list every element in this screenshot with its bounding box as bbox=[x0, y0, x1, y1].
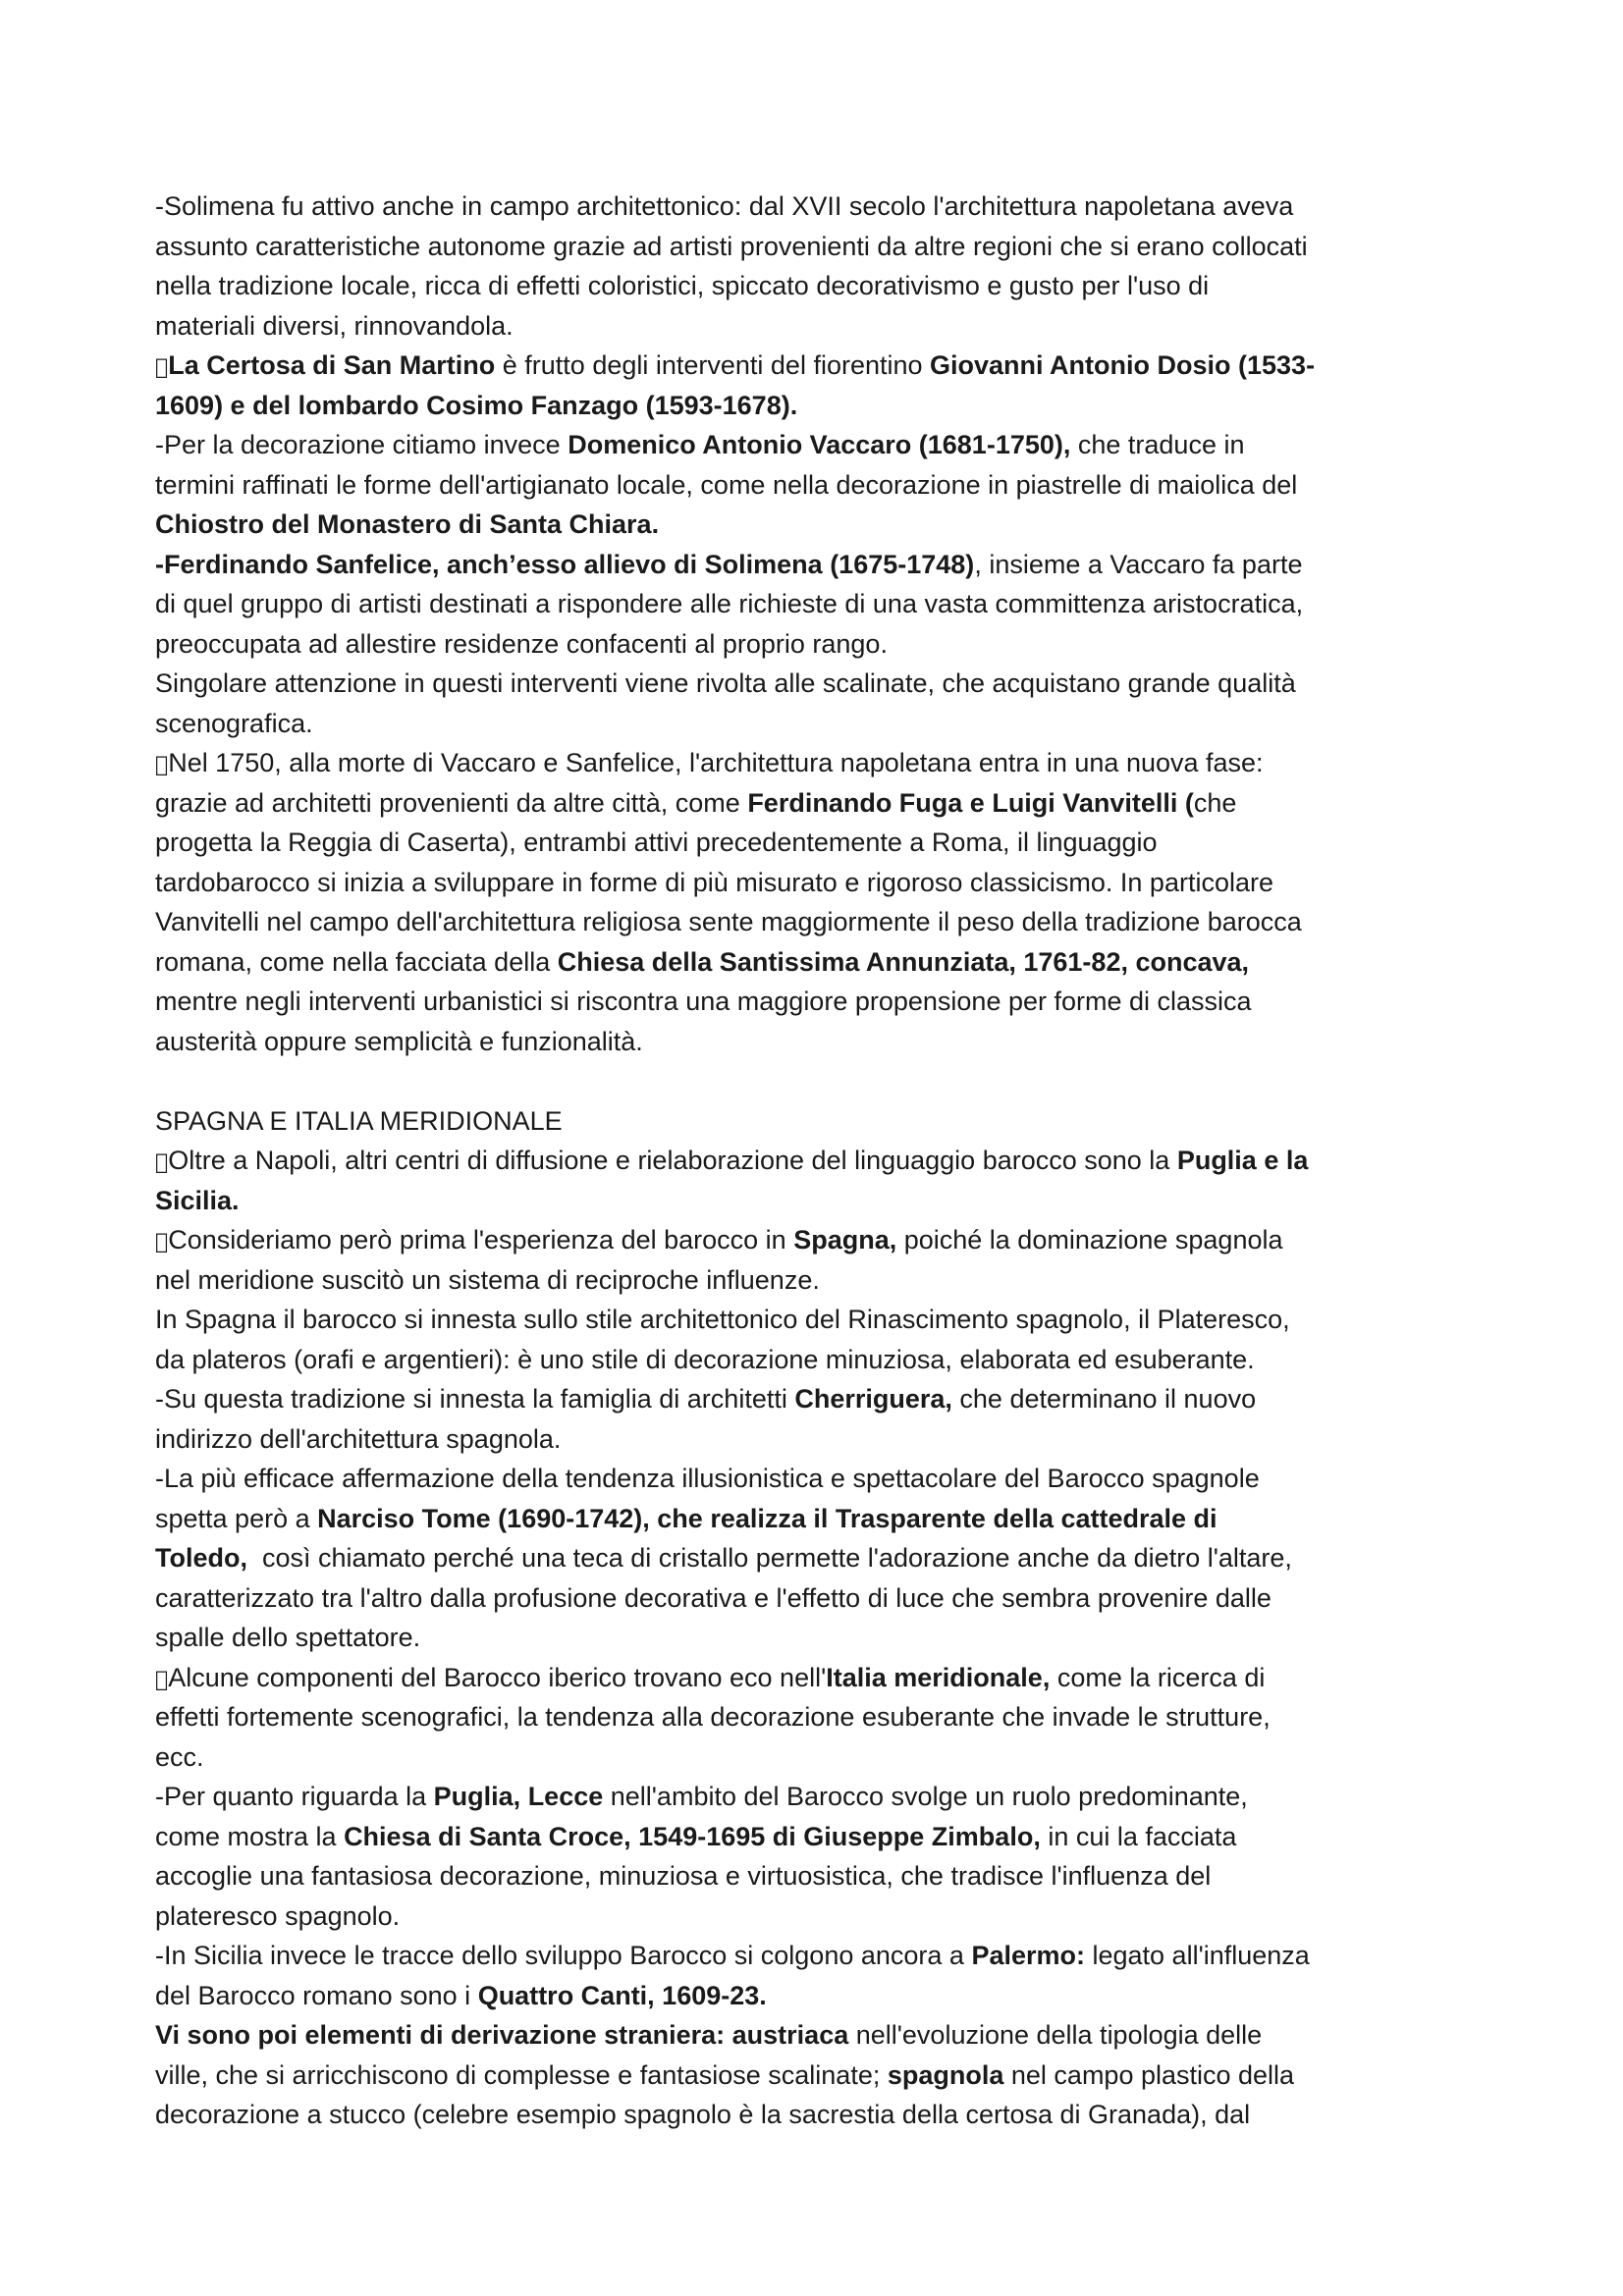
bold-text-segment: Narciso Tome (1690-1742), che realizza il Trasparente della cattedrale di bbox=[317, 1503, 1217, 1533]
text-line bbox=[155, 823, 1476, 863]
text-segment: romana, come nella facciata della bbox=[155, 946, 558, 977]
text-segment: che determinano il nuovo bbox=[951, 1384, 1257, 1414]
text-line bbox=[155, 1260, 1476, 1301]
text-line bbox=[155, 1419, 1476, 1460]
blank-line bbox=[155, 1061, 1476, 1101]
text-segment: nella tradizione locale, ricca di effetti coloristici, spiccato decorativismo e gusto per l'uso di bbox=[155, 271, 1210, 300]
text-segment: assunto caratteristiche autonome grazie ad artisti provenienti da altre regioni che si erano collocati bbox=[155, 231, 1308, 261]
text-line bbox=[155, 1101, 1476, 1142]
bullet-glyph bbox=[155, 1150, 162, 1175]
bold-text-segment: Domenico Antonio Vaccaro (1681-1750), bbox=[568, 430, 1071, 459]
bold-text-segment: Vi sono poi elementi di derivazione straniera: austriaca bbox=[155, 2020, 849, 2050]
text-segment: spetta però a bbox=[155, 1503, 318, 1533]
text-segment: Vanvitelli nel campo dell'architettura religiosa sente maggiormente il peso della tradizione barocca bbox=[155, 907, 1302, 936]
text-line bbox=[155, 187, 1476, 227]
bold-text-segment: spagnola bbox=[887, 2059, 1004, 2090]
text-segment: decorazione a stucco (celebre esempio spagnolo è la sacrestia della certosa di Granada), dal bbox=[155, 2100, 1251, 2129]
text-segment: -In Sicilia invece le tracce dello sviluppo Barocco si colgono ancora a bbox=[155, 1941, 972, 1970]
text-segment: in cui la facciata bbox=[1040, 1821, 1237, 1851]
bold-text-segment: Toledo, bbox=[155, 1543, 247, 1573]
bullet-glyph bbox=[155, 753, 162, 777]
text-segment: progetta la Reggia di Caserta), entrambi attivi precedentemente a Roma, il linguaggio bbox=[155, 828, 1158, 857]
text-segment: Consideriamo però prima l'esperienza del barocco in bbox=[162, 1225, 787, 1255]
text-line bbox=[155, 1936, 1476, 1976]
text-line bbox=[155, 1538, 1476, 1578]
text-line bbox=[155, 902, 1476, 942]
text-line bbox=[155, 1618, 1476, 1658]
bold-text-segment: Quattro Canti, 1609-23. bbox=[477, 1980, 767, 2010]
text-segment: Singolare attenzione in questi interventi viene rivolta alle scalinate, che acquistano grande qualità bbox=[155, 668, 1296, 698]
bold-text-segment: Ferdinando Fuga e Luigi Vanvitelli ( bbox=[747, 787, 1194, 818]
text-segment: -Solimena fu attivo anche in campo architettonico: dal XVII secolo l'architettura napoletana aveva bbox=[155, 191, 1294, 221]
text-line bbox=[155, 1737, 1476, 1778]
text-segment: , insieme a Vaccaro fa parte bbox=[974, 549, 1303, 579]
text-segment: Alcune componenti del Barocco iberico trovano eco nell' bbox=[162, 1662, 821, 1692]
text-segment: nell'ambito del Barocco svolge un ruolo predominante, bbox=[603, 1782, 1248, 1811]
bold-text-segment: Puglia, Lecce bbox=[433, 1782, 604, 1811]
text-line bbox=[155, 1499, 1476, 1539]
text-line bbox=[155, 1856, 1476, 1896]
text-segment: così chiamato perché una teca di cristallo permette l'adorazione anche da dietro l'altare, bbox=[247, 1543, 1292, 1573]
text-line bbox=[155, 1658, 1476, 1698]
text-segment: -Su questa tradizione si innesta la famiglia di architetti bbox=[155, 1384, 795, 1414]
text-line bbox=[155, 2015, 1476, 2056]
text-segment: -Per la decorazione citiamo invece bbox=[155, 430, 568, 459]
bold-text-segment: 1609) e del lombardo Cosimo Fanzago (1593-1678). bbox=[155, 390, 798, 420]
text-segment: è frutto degli interventi del fiorentino bbox=[489, 350, 924, 380]
text-segment: -La più efficace affermazione della tendenza illusionistica e spettacolare del Barocco spagnole bbox=[155, 1464, 1260, 1493]
text-segment: SPAGNA E ITALIA MERIDIONALE bbox=[155, 1105, 563, 1136]
bullet-glyph bbox=[155, 1667, 162, 1692]
text-line bbox=[155, 1300, 1476, 1340]
text-line bbox=[155, 1697, 1476, 1737]
text-segment: che bbox=[1193, 787, 1237, 818]
text-segment: di quel gruppo di artisti destinati a rispondere alle richieste di una vasta committenza aristocratica, bbox=[155, 589, 1304, 618]
text-segment: spalle dello spettatore. bbox=[155, 1623, 421, 1652]
text-segment: che traduce in bbox=[1070, 430, 1245, 459]
text-line bbox=[155, 1181, 1476, 1221]
bold-text-segment: Chiostro del Monastero di Santa Chiara. bbox=[155, 509, 660, 539]
text-line bbox=[155, 266, 1476, 306]
text-line bbox=[155, 425, 1476, 465]
text-line bbox=[155, 1578, 1476, 1619]
text-segment: poiché la dominazione spagnola bbox=[891, 1225, 1277, 1255]
text-line bbox=[155, 545, 1476, 585]
text-segment: materiali diversi, rinnovandola. bbox=[155, 310, 514, 341]
text-segment: nell'evoluzione della tipologia delle bbox=[848, 2020, 1263, 2050]
text-segment: caratterizzato tra l'altro dalla profusione decorativa e l'effetto di luce che sembra provenire dalle bbox=[155, 1582, 1271, 1613]
bold-text-segment: Cherriguera, bbox=[794, 1384, 952, 1414]
text-segment: del Barocco romano sono i bbox=[155, 1980, 478, 2010]
bold-text-segment: Palermo: bbox=[971, 1941, 1085, 1970]
text-segment: effetti fortemente scenografici, la tendenza alla decorazione esuberante che invade le strutture, bbox=[155, 1702, 1271, 1732]
text-line bbox=[155, 783, 1476, 824]
text-segment: plateresco spagnolo. bbox=[155, 1900, 401, 1931]
text-line bbox=[155, 1896, 1476, 1937]
text-line bbox=[155, 1340, 1476, 1380]
text-segment: mentre negli interventi urbanistici si riscontra una maggiore propensione per forme di classica bbox=[155, 987, 1252, 1016]
text-line bbox=[155, 1379, 1476, 1419]
text-segment: ecc. bbox=[155, 1741, 204, 1772]
text-line bbox=[155, 2056, 1476, 2096]
text-line bbox=[155, 1459, 1476, 1499]
bold-text-segment: Italia meridionale, bbox=[820, 1662, 1045, 1692]
text-line bbox=[155, 306, 1476, 347]
bold-text-segment: -Ferdinando Sanfelice, anch’esso allievo di Solimena (1675-1748) bbox=[155, 549, 975, 579]
text-line bbox=[155, 227, 1476, 267]
text-line bbox=[155, 1817, 1476, 1857]
text-segment: scenografica. bbox=[155, 708, 313, 738]
text-line bbox=[155, 386, 1476, 426]
text-line bbox=[155, 1777, 1476, 1817]
text-segment: termini raffinati le forme dell'artigianato locale, come nella decorazione in piastrelle di maiolica del bbox=[155, 469, 1298, 500]
text-line bbox=[155, 505, 1476, 545]
text-segment: accoglie una fantasiosa decorazione, minuziosa e virtuosistica, che tradisce l'influenza del bbox=[155, 1861, 1212, 1891]
text-line bbox=[155, 743, 1476, 783]
bold-text-segment: La Certosa di San Martino bbox=[162, 350, 490, 380]
text-segment: legato all'influenza bbox=[1084, 1941, 1310, 1970]
bold-text-segment: Sicilia. bbox=[155, 1185, 240, 1215]
text-line bbox=[155, 584, 1476, 624]
text-segment: nel meridione suscitò un sistema di reciproche influenze. bbox=[155, 1264, 820, 1295]
text-line bbox=[155, 1976, 1476, 2016]
text-segment: -Per quanto riguarda la bbox=[155, 1782, 434, 1811]
text-line bbox=[155, 664, 1476, 704]
bold-text-segment: Puglia e la bbox=[1170, 1146, 1303, 1175]
bullet-glyph bbox=[155, 355, 162, 380]
text-segment: ville, che si arricchiscono di complesse e fantasiose scalinate; bbox=[155, 2059, 888, 2090]
text-segment: preoccupata ad allestire residenze confacenti al proprio rango. bbox=[155, 628, 888, 659]
document-body bbox=[155, 187, 1476, 2135]
text-line bbox=[155, 704, 1476, 744]
text-segment: da plateros (orafi e argentieri): è uno stile di decorazione minuziosa, elaborata ed esuberante. bbox=[155, 1344, 1255, 1374]
text-segment: indirizzo dell'architettura spagnola. bbox=[155, 1423, 562, 1454]
text-segment: austerità oppure semplicità e funzionalità. bbox=[155, 1026, 643, 1056]
text-line bbox=[155, 2095, 1476, 2135]
text-segment: come la ricerca di bbox=[1044, 1662, 1260, 1692]
bold-text-segment: Spagna, bbox=[786, 1225, 892, 1255]
text-line bbox=[155, 1022, 1476, 1062]
bold-text-segment: Chiesa della Santissima Annunziata, 1761-82, concava, bbox=[557, 946, 1250, 977]
text-segment: Nel 1750, alla morte di Vaccaro e Sanfelice, l'architettura napoletana entra in una nuova fase: bbox=[162, 748, 1258, 777]
text-line bbox=[155, 346, 1476, 386]
text-segment: Oltre a Napoli, altri centri di diffusione e rielaborazione del linguaggio barocco sono la bbox=[162, 1146, 1171, 1175]
bold-text-segment: Chiesa di Santa Croce, 1549-1695 di Giuseppe Zimbalo, bbox=[344, 1821, 1041, 1851]
bullet-glyph bbox=[155, 1230, 162, 1255]
bold-text-segment: Giovanni Antonio Dosio (1533- bbox=[923, 350, 1309, 380]
text-segment: nel campo plastico della bbox=[1003, 2059, 1295, 2090]
text-line bbox=[155, 624, 1476, 665]
text-segment: grazie ad architetti provenienti da altre città, come bbox=[155, 787, 748, 818]
text-segment: tardobarocco si inizia a sviluppare in forme di più misurato e rigoroso classicismo. In particolare bbox=[155, 867, 1273, 897]
text-line bbox=[155, 982, 1476, 1022]
text-line bbox=[155, 465, 1476, 506]
text-line bbox=[155, 863, 1476, 903]
text-segment: In Spagna il barocco si innesta sullo stile architettonico del Rinascimento spagnolo, il Plateresco, bbox=[155, 1305, 1290, 1334]
text-line bbox=[155, 1141, 1476, 1181]
text-segment: come mostra la bbox=[155, 1821, 345, 1851]
text-line bbox=[155, 942, 1476, 983]
text-line bbox=[155, 1220, 1476, 1260]
